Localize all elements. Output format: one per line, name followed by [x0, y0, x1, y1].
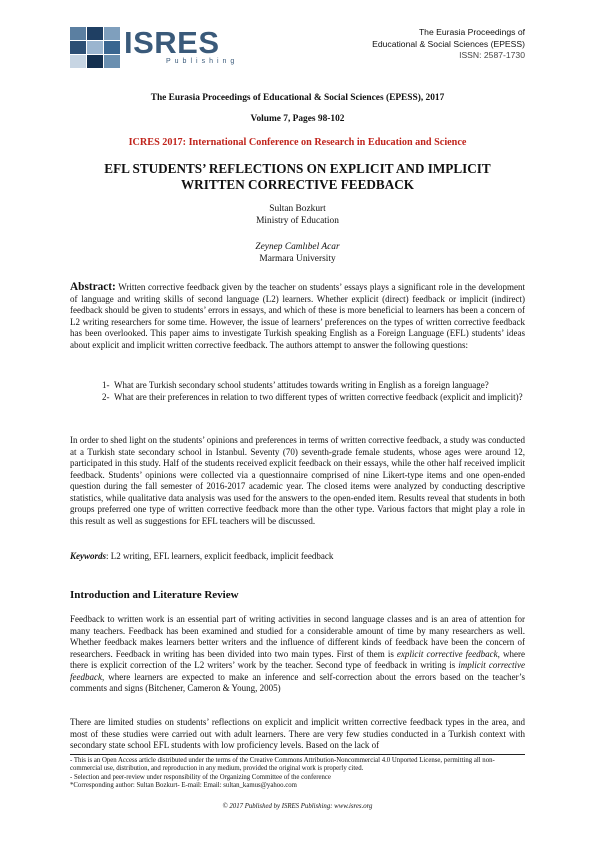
journal-header — [372, 27, 525, 62]
text-run: , where there is explicit correction of the L2 writers’ work by the teacher. Second type of feedback in writing is — [70, 648, 525, 670]
logo-wordmark: ISRES — [124, 25, 220, 60]
volume-line: Volume 7, Pages 98-102 — [250, 114, 345, 124]
issn: ISSN: 2587-1730 — [459, 50, 525, 60]
footnote: - This is an Open Access article distributed under the terms of the Creative Commons Attribution-Noncommercial 4.0 Unported License, permitting all non-commercial use, distribution, and reproduction in any medium, provided the original work is properly cited. — [70, 757, 495, 773]
conference-line: ICRES 2017: International Conference on Research in Education and Science — [128, 137, 467, 148]
paper-title — [70, 161, 525, 193]
text-run: where learners are expected to make an inference and self-correction about the errors based on the teacher’s comments and signs (Bitchener, Cameron & Young, 2005) — [70, 671, 525, 693]
keywords-label: Keywords — [70, 551, 106, 561]
footnote: *Corresponding author: Sultan Bozkurt- E-mail: Email: sultan_kamus@yahoo.com — [70, 782, 297, 790]
author-name: Zeynep Camlıbel Acar — [255, 242, 340, 252]
section-heading: Introduction and Literature Review — [70, 589, 239, 601]
author-block-1 — [70, 203, 525, 227]
page-footer: © 2017 Published by ISRES Publishing: www.isres.org — [222, 803, 373, 810]
list-number: 2- — [102, 391, 110, 402]
logo-subtitle: Publishing — [166, 58, 239, 65]
proceedings-line: The Eurasia Proceedings of Educational & Social Sciences (EPESS), 2017 — [150, 93, 445, 103]
list-text: What are their preferences in relation to two different types of written corrective feedback (explicit and implicit)? — [114, 391, 523, 402]
text-run: Feedback to written work is an essential part of writing activities in second language classes and is an area of attention for many teachers. Feedback has been examined and studied for a considerable amount of time by many researchers as well. Whether feedback makes learners better writers and the influence of different kinds of feedback have been the concern of researchers. Feedback in writing has been divided into two main types. First of them is — [70, 614, 525, 659]
author-affiliation: Ministry of Education — [256, 216, 339, 226]
emphasis-term: explicit corrective feedback — [396, 648, 498, 659]
isres-logo — [70, 25, 239, 69]
footnote: - Selection and peer-review under responsibility of the Organizing Committee of the conference — [70, 773, 331, 781]
author-affiliation: Marmara University — [259, 254, 336, 264]
intro-paragraph-2: There are limited studies on students’ reflections on explicit and implicit written corrective feedback types in the area, and most of these studies were carried out with adult learners. There are very few studies conducted in a Turkish context with secondary state school EFL students with low proficiency levels. Based on the lack of — [70, 717, 525, 750]
footnotes — [70, 757, 525, 791]
journal-name-line1: The Eurasia Proceedings of — [418, 27, 525, 37]
list-number: 1- — [102, 380, 110, 390]
emphasis-term: implicit corrective feedback, — [70, 660, 525, 682]
title-line-1: EFL STUDENTS’ REFLECTIONS ON EXPLICIT AND IMPLICIT — [104, 161, 491, 176]
abstract-text: Written corrective feedback given by the teacher on students’ essays plays a significant role in the development of language and writing skills of second language (L2) learners. Whether explicit (direct) feedback or implicit (indirect) feedback should be given to students’ errors in essays, and which of these is more beneficial to learners has been a concern of L2 writing researchers for some time. However, the issue of learners’ preferences on the types of written corrective feedback has been overlooked. This paper aims to investigate Turkish speaking English as a Foreign Language (EFL) students’ ideas about explicit and implicit written corrective feedback. The authors attempt to answer the following questions: — [70, 282, 526, 350]
list-item — [70, 380, 525, 392]
keywords — [70, 551, 525, 561]
abstract-continuation: In order to shed light on the students’ opinions and preferences in terms of written corrective feedback, a study was conducted at a Turkish state secondary school in Istanbul. Seventy (70) seventh-grade female students, whose ages were around 12, participated in this study. Half of the students received explicit feedback on their essays, while the other half received implicit feedback. Students’ opinions were collected via a questionnaire comprised of nine Likert-type items and one open-ended question during the fall semester of 2016-2017 academic year. The closed items were analyzed by conducting descriptive statistics, while qualitative data analysis was used for the answers to the open-ended item. Results reveal that students in both groups preferred one type of written corrective feedback more than the other type. Various factors that might play a role in this result as well as suggestions for EFL teachers will be discussed. — [70, 435, 525, 526]
journal-name-line2: Educational & Social Sciences (EPESS) — [372, 38, 525, 49]
abstract-label: Abstract: — [70, 281, 116, 293]
logo-grid-icon — [70, 27, 120, 67]
abstract — [70, 282, 525, 351]
list-text: What are Turkish secondary school students’ attitudes towards writing in English as a foreign language? — [114, 380, 489, 390]
title-line-2: WRITTEN CORRECTIVE FEEDBACK — [180, 177, 415, 192]
author-block-2 — [70, 241, 525, 265]
research-questions — [70, 380, 525, 403]
author-name: Sultan Bozkurt — [269, 204, 326, 214]
keywords-text: L2 writing, EFL learners, explicit feedback, implicit feedback — [110, 551, 334, 561]
keywords-colon: : — [106, 551, 111, 561]
footnote-divider — [70, 754, 525, 755]
list-item — [70, 392, 525, 404]
intro-paragraph-1 — [70, 614, 525, 695]
